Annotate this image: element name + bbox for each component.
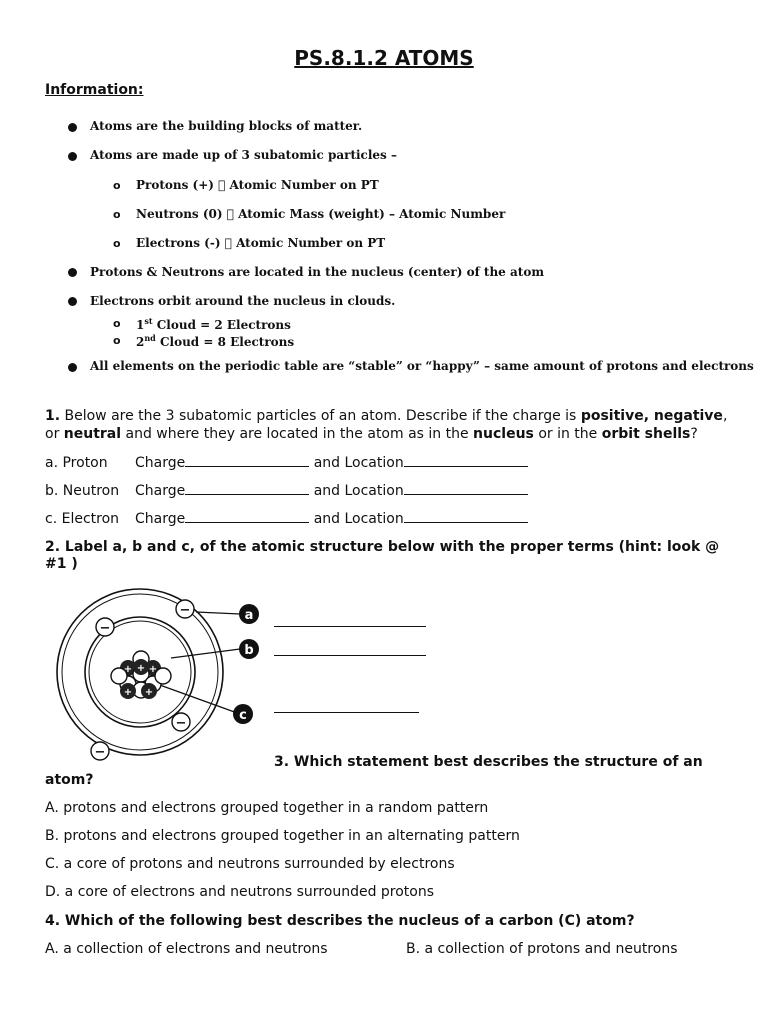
- sub-bullet-icon: o: [113, 237, 121, 250]
- atom-diagram: [45, 588, 270, 768]
- location-blank[interactable]: [404, 480, 528, 495]
- info-sub-electrons: Electrons (-) Atomic Number on PT: [136, 236, 374, 250]
- plus-icon: +: [136, 663, 146, 674]
- q4-question: 4. Which of the following best describes the nucleus of a carbon (C) atom?: [45, 913, 635, 929]
- neutron: [155, 668, 171, 684]
- bullet-icon: [68, 363, 77, 372]
- q4-option-a: A. a collection of electrons and neutrons: [45, 941, 328, 957]
- info-bullet-4: Electrons orbit around the nucleus in clouds.: [90, 294, 396, 308]
- q2-line-1: 2. Label a, b and c, of the atomic structure below with the proper terms (hint: look @: [45, 539, 720, 555]
- q2-line-2: #1 ): [45, 556, 78, 572]
- answer-blank-b[interactable]: [274, 655, 426, 656]
- info-sub-protons: Protons (+) Atomic Number on PT: [136, 178, 368, 192]
- leader-line-a: [196, 612, 240, 614]
- info-cloud-1: 1st Cloud = 2 Electrons: [136, 316, 291, 332]
- q1-line-2: or neutral and where they are located in the atom as in the nucleus or in the orbit shells?: [45, 426, 698, 442]
- page-title: PS.8.1.2 ATOMS: [294, 46, 474, 70]
- plus-icon: +: [144, 687, 154, 698]
- plus-icon: +: [148, 664, 158, 675]
- bullet-icon: [68, 123, 77, 132]
- info-cloud-2: 2nd Cloud = 8 Electrons: [136, 333, 295, 349]
- plus-icon: +: [123, 664, 133, 675]
- charge-blank[interactable]: [185, 452, 309, 467]
- sub-bullet-icon: o: [113, 179, 121, 192]
- sub-bullet-icon: o: [113, 208, 121, 221]
- label-a: a: [244, 608, 254, 623]
- minus-icon: −: [99, 621, 111, 636]
- info-sub-neutrons: Neutrons (0) Atomic Mass (weight) – Atomic Number: [136, 207, 494, 221]
- location-blank[interactable]: [404, 508, 528, 523]
- minus-icon: −: [94, 745, 106, 760]
- label-b: b: [244, 643, 254, 658]
- answer-blank-c[interactable]: [274, 712, 419, 713]
- q1-row-neutron: b. Neutron Charge and Location: [45, 480, 528, 501]
- q4-option-b: B. a collection of protons and neutrons: [406, 941, 678, 957]
- sub-bullet-icon: o: [113, 317, 121, 330]
- q3-option-b: B. protons and electrons grouped together in an alternating pattern: [45, 828, 520, 844]
- bullet-icon: [68, 152, 77, 161]
- label-c: c: [239, 708, 247, 723]
- minus-icon: −: [175, 716, 187, 731]
- location-blank[interactable]: [404, 452, 528, 467]
- q3-option-c: C. a core of protons and neutrons surrounded by electrons: [45, 856, 455, 872]
- plus-icon: +: [123, 687, 133, 698]
- q3-option-d: D. a core of electrons and neutrons surrounded protons: [45, 884, 435, 900]
- minus-icon: −: [179, 603, 191, 618]
- info-bullet-3: Protons & Neutrons are located in the nucleus (center) of the atom: [90, 265, 545, 279]
- charge-blank[interactable]: [185, 480, 309, 495]
- info-bullet-2: Atoms are made up of 3 subatomic particles –: [90, 148, 397, 162]
- bullet-icon: [68, 297, 77, 306]
- q1-row-electron: c. Electron Charge and Location: [45, 508, 528, 529]
- sub-bullet-icon: o: [113, 334, 121, 347]
- q3-line-1: 3. Which statement best describes the structure of an: [274, 754, 703, 770]
- q1-line-1: 1. Below are the 3 subatomic particles of an atom. Describe if the charge is positive, negative,: [45, 408, 728, 424]
- info-heading: Information:: [45, 82, 144, 98]
- nucleus: [111, 651, 171, 699]
- bullet-icon: [68, 268, 77, 277]
- info-bullet-5: All elements on the periodic table are “stable” or “happy” – same amount of protons and electrons: [90, 359, 754, 373]
- q3-line-2: atom?: [45, 772, 94, 788]
- info-bullet-1: Atoms are the building blocks of matter.: [90, 119, 363, 133]
- answer-blank-a[interactable]: [274, 626, 426, 627]
- q1-row-proton: a. Proton Charge and Location: [45, 452, 528, 473]
- leader-line-c: [157, 684, 240, 714]
- leader-line-b: [171, 649, 240, 658]
- q3-option-a: A. protons and electrons grouped together in a random pattern: [45, 800, 489, 816]
- charge-blank[interactable]: [185, 508, 309, 523]
